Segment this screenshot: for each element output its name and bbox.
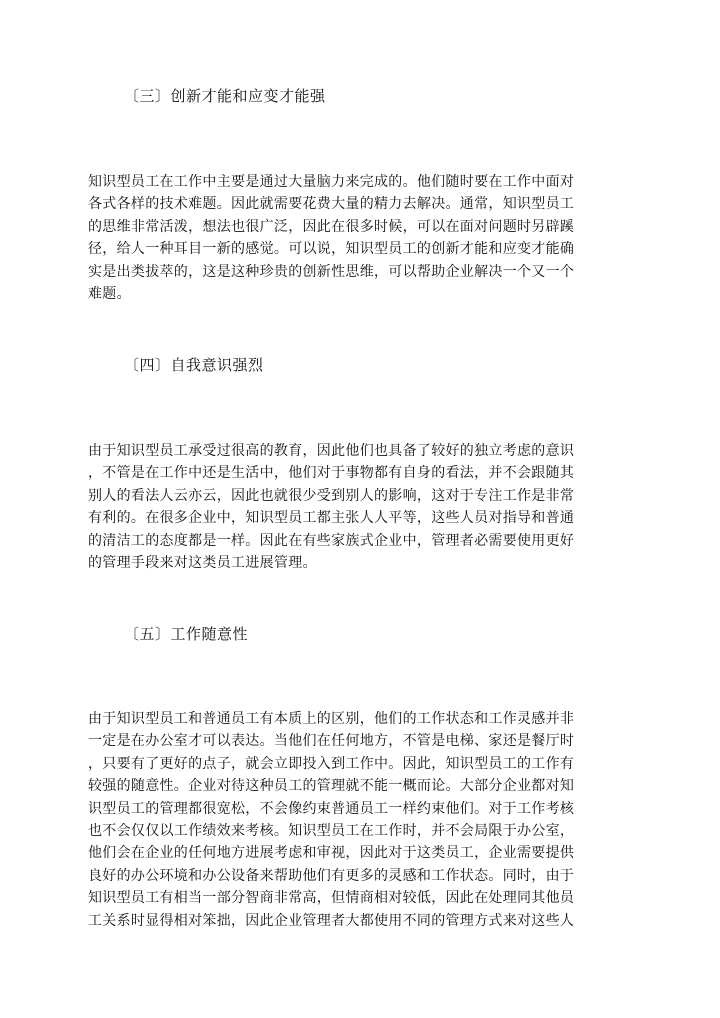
paragraph-line: 有利的。在很多企业中，知识型员工都主张人人平等，这些人员对指导和普通	[88, 510, 575, 527]
section-paragraph-3	[88, 171, 640, 305]
paragraph-line: 由于知识型员工承受过很高的教育，因此他们也具备了较好的独立考虑的意识	[88, 443, 575, 459]
section-heading-5: 〔五〕工作随意性	[124, 625, 249, 643]
paragraph-line: 别人的看法人云亦云，因此也就很少受到别人的影响，这对于专注工作是非常	[88, 487, 575, 504]
section-paragraph-5	[88, 708, 640, 932]
paragraph-line: 各式各样的技术难题。因此就需要花费大量的精力去解决。通常，知识型员工	[88, 196, 575, 213]
paragraph-line: 知识型员工有相当一部分智商非常高，但情商相对较低，因此在处理同其他员	[88, 890, 575, 907]
section-heading-4: 〔四〕自我意识强烈	[124, 356, 264, 374]
paragraph-line: 的思维非常活泼，想法也很广泛，因此在很多时候，可以在面对问题时另辟蹊	[88, 218, 575, 235]
paragraph-line: 也不会仅仅以工作绩效来考核。知识型员工在工作时，并不会局限于办公室，	[88, 822, 575, 839]
paragraph-line: 识型员工的管理都很宽松，不会像约束普通员工一样约束他们。对于工作考核	[88, 800, 575, 817]
paragraph-line: 较强的随意性。企业对待这种员工的管理就不能一概而论。大部分企业都对知	[88, 778, 575, 795]
section-paragraph-4	[88, 440, 640, 574]
paragraph-line: 难题。	[88, 285, 131, 302]
section-heading-3: 〔三〕创新才能和应变才能强	[124, 87, 326, 105]
paragraph-line: 工关系时显得相对笨拙，因此企业管理者大都使用不同的管理方式来对这些人	[88, 912, 575, 929]
paragraph-line: 良好的办公环境和办公设备来帮助他们有更多的灵感和工作状态。同时，由于	[88, 867, 575, 884]
paragraph-line: 一定是在办公室才可以表达。当他们在任何地方，不管是电梯、家还是餐厅时	[88, 733, 575, 750]
paragraph-line: 由于知识型员工和普通员工有本质上的区别，他们的工作状态和工作灵感并非	[88, 711, 575, 727]
paragraph-line: 他们会在企业的任何地方进展考虑和审视，因此对于这类员工，企业需要提供	[88, 845, 575, 862]
paragraph-line: 实是出类拔萃的，这是这种珍贵的创新性思维，可以帮助企业解决一个又一个	[88, 263, 575, 280]
paragraph-line: 的清洁工的态度都是一样。因此在有些家族式企业中，管理者必需要使用更好	[88, 532, 575, 549]
paragraph-line: ，不管是在工作中还是生活中，他们对于事物都有自身的看法，并不会跟随其	[88, 465, 575, 482]
paragraph-line: 径，给人一种耳目一新的感觉。可以说，知识型员工的创新才能和应变才能确	[88, 241, 575, 258]
paragraph-line: 的管理手段来对这类员工进展管理。	[88, 554, 317, 571]
paragraph-line: 知识型员工在工作中主要是通过大量脑力来完成的。他们随时要在工作中面对	[88, 174, 575, 190]
paragraph-line: ，只要有了更好的点子，就会立即投入到工作中。因此，知识型员工的工作有	[88, 755, 575, 772]
